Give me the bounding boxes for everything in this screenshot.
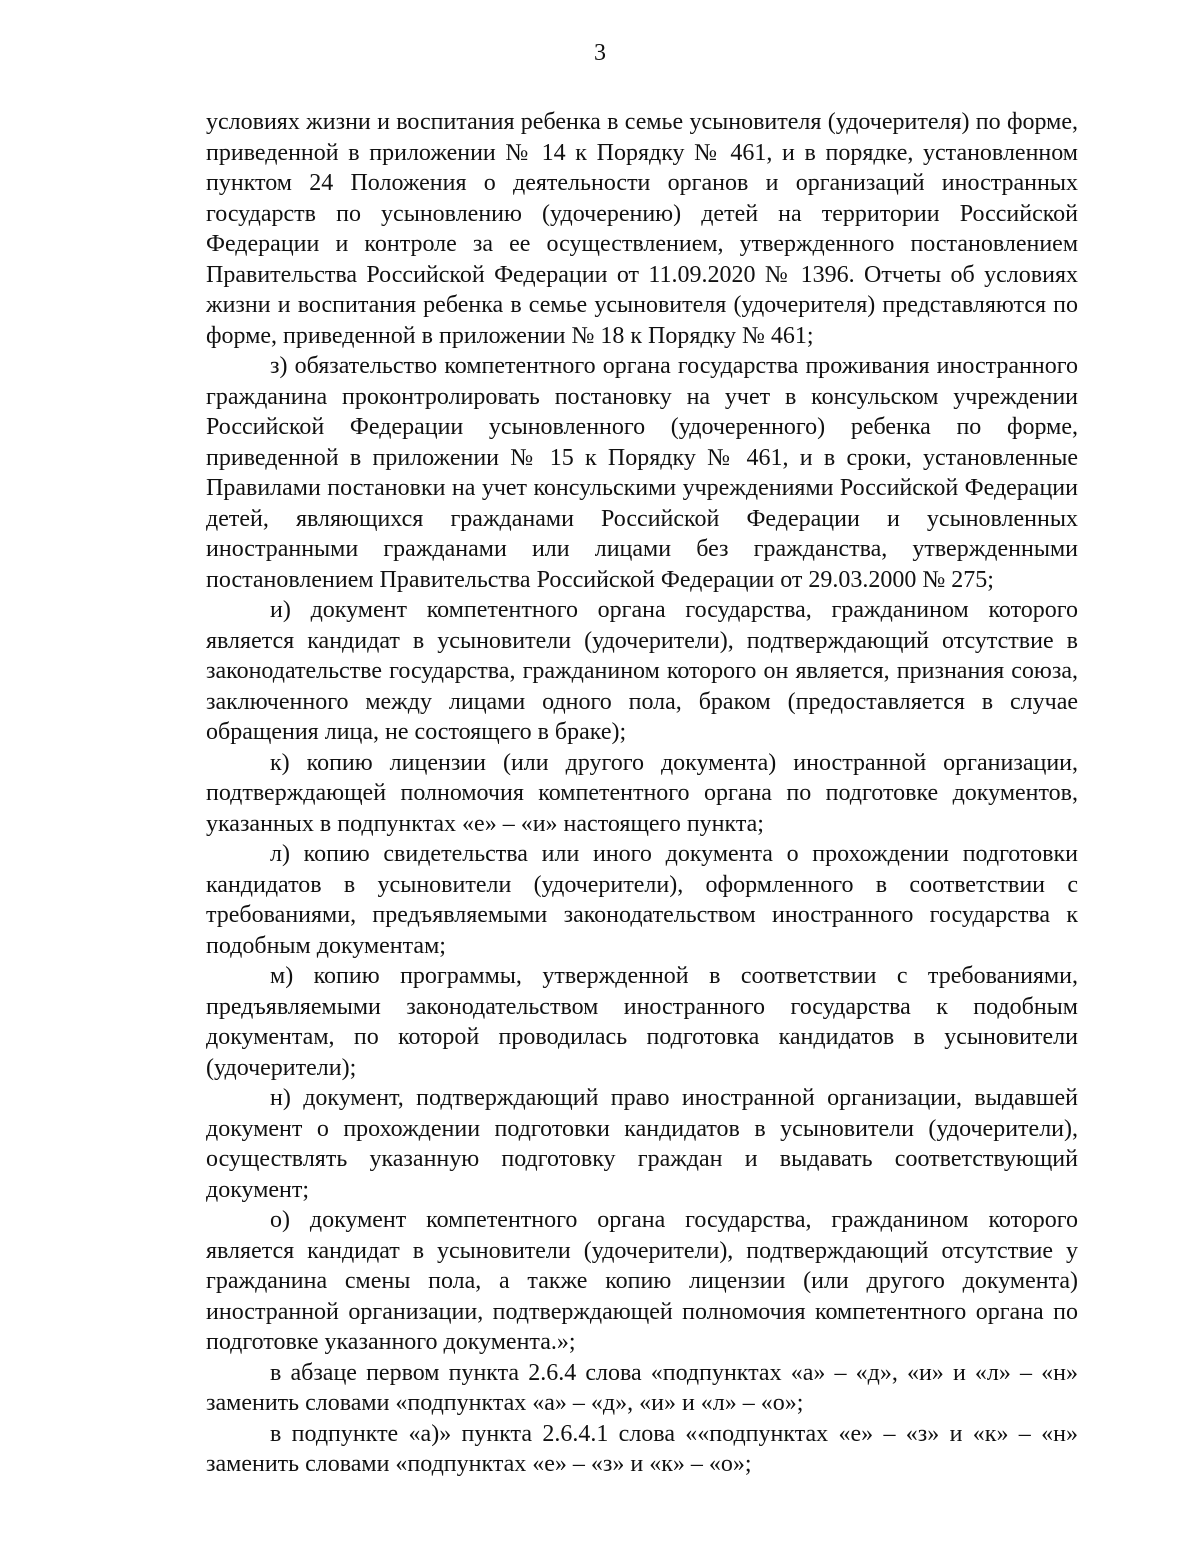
paragraph-item-l: л) копию свидетельства или иного документа о прохождении подготовки кандидатов в усыновители (удочерители), оформленного в соответствии с требованиями, предъявляемыми законодательством иностранного государства к подобным документам; [206,841,1078,959]
paragraph-item-i: и) документ компетентного органа государства, гражданином которого является кандидат в усыновители (удочерители), подтверждающий отсутствие в законодательстве государства, гражданином которого он является, признания союза, заключенного между лицами одного пола, браком (предоставляется в случае обращения лица, не состоящего в браке); [206,597,1078,745]
paragraph-item-k: к) копию лицензии (или другого документа) иностранной организации, подтверждающей полномочия компетентного органа по подготовке документов, указанных в подпунктах «е» – «и» настоящего пункта; [206,749,1078,837]
paragraph-item-z: з) обязательство компетентного органа государства проживания иностранного гражданина проконтролировать постановку на учет в консульском учреждении Российской Федерации усыновленного (удочеренного) ребенка по форме, приведенной в приложении № 15 к Порядку № 461, и в сроки, установленные Правилами постановки на учет консульскими учреждениями Российской Федерации детей, являющихся гражданами Российской Федерации и усыновленных иностранными гражданами или лицами без гражданства, утвержденными постановлением Правительства Российской Федерации от 29.03.2000 № 275; [206,353,1078,593]
paragraph-item-n: н) документ, подтверждающий право иностранной организации, выдавшей документ о прохождении подготовки кандидатов в усыновители (удочерители), осуществлять указанную подготовку граждан и выдавать соответствующий документ; [206,1085,1078,1203]
paragraph-amendment-2-6-4: в абзаце первом пункта 2.6.4 слова «подпунктах «а» – «д», «и» и «л» – «н» заменить словами «подпунктах «а» – «д», «и» и «л» – «о»; [206,1359,1078,1416]
document-body [206,107,1078,1480]
paragraph-continuation: условиях жизни и воспитания ребенка в семье усыновителя (удочерителя) по форме, приведенной в приложении № 14 к Порядку № 461, и в порядке, установленном пунктом 24 Положения о деятельности органов и организаций иностранных государств по усыновлению (удочерению) детей на территории Российской Федерации и контроле за ее осуществлением, утвержденного постановлением Правительства Российской Федерации от 11.09.2020 № 1396. Отчеты об условиях жизни и воспитания ребенка в семье усыновителя (удочерителя) представляются по форме, приведенной в приложении № 18 к Порядку № 461; [206,109,1078,349]
paragraph-item-o: о) документ компетентного органа государства, гражданином которого является кандидат в усыновители (удочерители), подтверждающий отсутствие у гражданина смены пола, а также копию лицензии (или другого документа) иностранной организации, подтверждающей полномочия компетентного органа по подготовке указанного документа.»; [206,1207,1078,1355]
paragraph-amendment-2-6-4-1: в подпункте «а)» пункта 2.6.4.1 слова ««подпунктах «е» – «з» и «к» – «н» заменить словами «подпунктах «е» – «з» и «к» – «о»; [206,1420,1078,1477]
paragraph-item-m: м) копию программы, утвержденной в соответствии с требованиями, предъявляемыми законодательством иностранного государства к подобным документам, по которой проводилась подготовка кандидатов в усыновители (удочерители); [206,963,1078,1081]
page-number: 3 [594,40,606,66]
